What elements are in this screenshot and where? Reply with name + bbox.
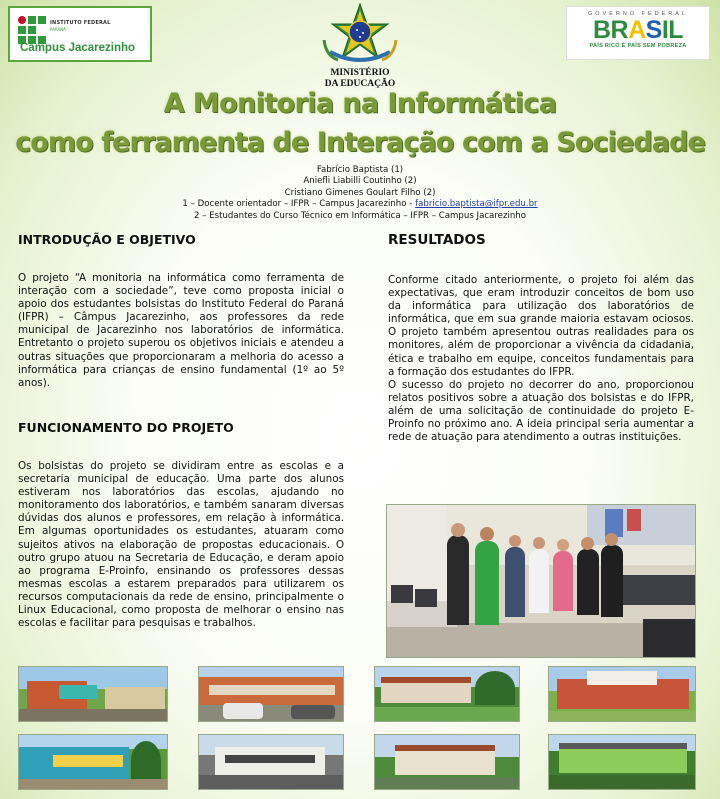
results-text-1: Conforme citado anteriormente, o projeto foi além das expectativas, que eram introduzir conceitos de bom uso da informática para utilização dos laboratórios de informática, que em sua grande maioria estavam ociosos. O projeto também apresentou outras realidades para os monitores, além de proporcionar a vivência da cidadania, ética e trabalho em equipe, conceitos fundamentais para a formação dos estudantes do IFPR. <box>388 274 694 378</box>
institute-state: PARANÁ <box>50 27 66 32</box>
ifpr-campus-logo <box>8 6 152 62</box>
functioning-text: Os bolsistas do projeto se dividiram entre as escolas e a secretaria municipal de educação. Uma parte dos alunos estiveram nos laboratórios das escolas, ajudando no monitoramento dos laboratórios, e também sanaram diversas dúvidas dos alunos e professores, em relação à informática. Em algumas oportunidades os estudantes, atuaram como sujeitos ativos na elaboração de propostas educacionais. O outro grupo atuou na Secretaria de Educação, e deram apoio ao programa E-Proinfo, ensinando os professores dessas mesmas escolas a estarem preparados para utilizarem os recursos computacionais da rede de ensino, principalmente o Linux Educacional, como proposta de melhorar o ensino nas escolas e facilitar para pesquisas e trabalhos. <box>18 460 344 630</box>
results-text-2: O sucesso do projeto no decorrer do ano, proporcionou relatos positivos sobre a atuação dos bolsistas e do IFPR, além de uma solicitação de continuidade do projeto E-Proinfo no próximo ano. A ideia principal seria aumentar a rede de atuação para atendimento a outras instituições. <box>388 378 694 444</box>
author-3: Cristiano Gimenes Goulart Filho (2) <box>284 187 436 198</box>
school-photo-7 <box>374 734 520 790</box>
coat-of-arms-icon <box>318 2 402 68</box>
affiliation-1 <box>0 199 720 210</box>
school-photo-5 <box>18 734 168 790</box>
governo-federal-brasil-logo <box>566 6 710 60</box>
affiliation-2: 2 – Estudantes do Curso Técnico em Informática – IFPR – Campus Jacarezinho <box>193 210 527 221</box>
governo-federal-label: GOVERNO FEDERAL <box>587 11 688 17</box>
email-link[interactable]: fabricio.baptista@ifpr.edu.br <box>415 199 538 210</box>
school-photo-1 <box>18 666 168 722</box>
campus-name: Campus Jacarezinho <box>20 42 136 54</box>
brasil-tagline: PAÍS RICO É PAÍS SEM POBREZA <box>589 43 687 49</box>
results-text-block <box>388 274 694 444</box>
institute-name: INSTITUTO FEDERAL <box>50 20 111 26</box>
intro-text: O projeto “A monitoria na informática como ferramenta de interação com a sociedade”, teve como proposta inicial o apoio dos estudantes bolsistas do Instituto Federal do Paraná (IFPR) – Câmpus Jacarezinho, aos professores da rede municipal de Jacarezinho nos laboratórios de informática. Entretanto o projeto superou os objetivos iniciais e atendeu a outras situações que proporcionaram a melhoria do acesso a informática para crianças de ensino fundamental (1º ao 5º anos). <box>18 272 344 389</box>
ministry-line-1: MINISTÉRIO <box>330 68 390 78</box>
lab-group-photo <box>386 504 696 658</box>
author-1: Fabrício Baptista (1) <box>316 165 404 175</box>
ifpr-mark-icon <box>18 16 46 44</box>
school-photo-6 <box>198 734 344 790</box>
poster-title-line-1: A Monitoria na Informática <box>163 88 557 119</box>
school-photo-4 <box>548 666 696 722</box>
author-2: Aniefli Liabilli Coutinho (2) <box>303 176 417 187</box>
authors-block <box>0 165 720 222</box>
ministry-line-2: DA EDUCAÇÃO <box>324 79 396 89</box>
poster-title-line-2: como ferramenta de Interação com a Sociedade <box>15 127 705 158</box>
intro-heading: INTRODUÇÃO E OBJETIVO <box>18 232 196 247</box>
school-photo-8 <box>548 734 696 790</box>
affiliation-1-text: 1 – Docente orientador – IFPR – Campus Jacarezinho - <box>182 199 413 210</box>
brasil-wordmark: BRASIL <box>592 16 684 44</box>
results-heading: RESULTADOS <box>388 232 486 248</box>
school-photo-3 <box>374 666 520 722</box>
ministry-label <box>290 68 430 90</box>
functioning-heading: FUNCIONAMENTO DO PROJETO <box>18 420 234 435</box>
school-photo-2 <box>198 666 344 722</box>
